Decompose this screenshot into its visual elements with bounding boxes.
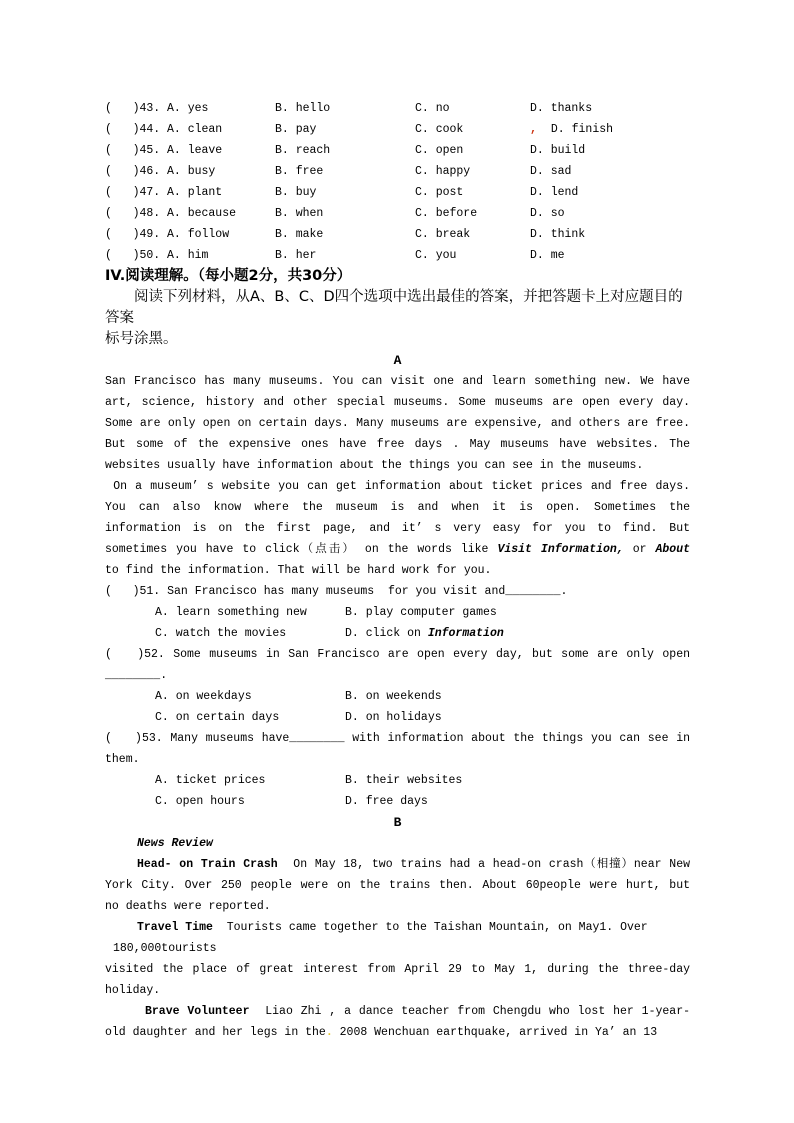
news-review-title: News Review (137, 837, 213, 850)
cloze-row-43 (105, 98, 690, 119)
option-c: C. no (415, 102, 450, 115)
option-a: A. follow (167, 228, 230, 241)
option-c: C. post (415, 186, 464, 199)
option-a: A. busy (167, 165, 216, 178)
section-iv-heading: IV.阅读理解。（每小题2分，共30分） (105, 268, 352, 284)
news-line: visited the place of great interest from April 29 to May 1, during the three-day (105, 963, 690, 976)
option-d: D. build (530, 144, 586, 157)
option-d: D. me (530, 249, 565, 262)
news-item-train-crash (105, 854, 690, 917)
option-b: B. their websites (345, 774, 463, 787)
option-a: A. yes (167, 102, 209, 115)
passage-line: But some of the expensive ones have free days . May museums have websites. The (105, 438, 690, 451)
option-b: B. free (275, 165, 324, 178)
cloze-row-49 (105, 224, 690, 245)
section-instruction-line2: 标号涂黑。 (105, 331, 178, 347)
option-d: D. lend (530, 186, 579, 199)
cloze-row-50 (105, 245, 690, 266)
option-d: D. think (530, 228, 586, 241)
news-item-heading: Head- on Train Crash (137, 858, 278, 871)
passage-line-styled: sometimes you have to click（点击） on the words like Visit Information, or About (105, 543, 690, 556)
option-b: B. hello (275, 102, 331, 115)
news-line: 180,000tourists (113, 942, 217, 955)
option-c: C. break (415, 228, 471, 241)
news-line: Head- on Train Crash On May 18, two trains had a head-on crash（相撞）near New (137, 858, 690, 871)
cloze-row-47 (105, 182, 690, 203)
option-a: A. leave (167, 144, 223, 157)
option-d: D. free days (345, 795, 428, 808)
emphasized-term: Information (427, 627, 504, 640)
option-b: B. her (275, 249, 317, 262)
option-a: A. ticket prices (155, 774, 266, 787)
option-d: , D. finish (530, 123, 614, 136)
passage-line: art, science, history and other special museums. Some museums are open every day. (105, 396, 690, 409)
question-number: ( )47. (105, 186, 161, 199)
question-53-stem: ( )53. Many museums have________ with information about the things you can see in (105, 732, 690, 745)
option-d: D. so (530, 207, 565, 220)
passage-a-paragraph2 (105, 476, 690, 581)
question-52-blank: ________. (105, 669, 168, 682)
news-line: old daughter and her legs in the. 2008 Wenchuan earthquake, arrived in Ya’ an 13 (105, 1026, 658, 1039)
question-number: ( )50. (105, 249, 161, 262)
option-d: D. click on Information (345, 627, 504, 640)
passage-line: websites usually have information about the things you can see in the museums. (105, 459, 644, 472)
question-51-stem: ( )51. San Francisco has many museums for you visit and________. (105, 585, 568, 598)
passage-line: to find the information. That will be hard work for you. (105, 564, 492, 577)
option-b: B. when (275, 207, 324, 220)
passage-a-label: A (393, 353, 402, 368)
cloze-row-44 (105, 119, 690, 140)
option-a: A. plant (167, 186, 223, 199)
option-b: B. on weekends (345, 690, 442, 703)
option-d: D. sad (530, 165, 572, 178)
stray-red-mark: , (530, 123, 537, 136)
question-number: ( )45. (105, 144, 161, 157)
cloze-row-45 (105, 140, 690, 161)
news-item-brave-volunteer (105, 1001, 690, 1043)
option-c: C. happy (415, 165, 471, 178)
question-53 (105, 728, 690, 812)
section-instruction-line1: 阅读下列材料，从A、B、C、D四个选项中选出最佳的答案，并把答题卡上对应题目的答案 (105, 289, 683, 326)
emphasized-term: About (655, 543, 690, 556)
option-c: C. before (415, 207, 478, 220)
option-c: C. open hours (155, 795, 245, 808)
option-b: B. pay (275, 123, 317, 136)
question-52-options-cd (105, 707, 690, 728)
passage-line: Some are only open on certain days. Many museums are expensive, and others are free. (105, 417, 690, 430)
question-51-options-cd (105, 623, 690, 644)
option-b: B. make (275, 228, 324, 241)
option-d: D. on holidays (345, 711, 442, 724)
option-b: B. reach (275, 144, 331, 157)
news-line: no deaths were reported. (105, 900, 271, 913)
news-item-travel-time (105, 917, 690, 1001)
option-a: A. learn something new (155, 606, 307, 619)
option-c: C. on certain days (155, 711, 280, 724)
option-b: B. play computer games (345, 606, 497, 619)
option-b: B. buy (275, 186, 317, 199)
question-52 (105, 644, 690, 728)
question-52-stem: ( )52. Some museums in San Francisco are open every day, but some are only open (105, 648, 690, 661)
option-d: D. thanks (530, 102, 593, 115)
cloze-row-48 (105, 203, 690, 224)
stray-yellow-mark: . (325, 1026, 333, 1039)
question-number: ( )43. (105, 102, 161, 115)
news-item-heading: Brave Volunteer (145, 1005, 250, 1018)
passage-line: information is on the first page, and it’ s very easy for you to find. But (105, 522, 690, 535)
passage-b-label: B (393, 815, 402, 830)
cloze-options-block (105, 98, 690, 266)
option-c: C. cook (415, 123, 464, 136)
cloze-row-46 (105, 161, 690, 182)
emphasized-term: Visit Information, (497, 543, 624, 556)
option-a: A. on weekdays (155, 690, 252, 703)
question-53-stem-cont: them. (105, 753, 140, 766)
question-51 (105, 581, 690, 644)
question-number: ( )49. (105, 228, 161, 241)
question-53-options-ab (105, 770, 690, 791)
news-line: Brave Volunteer Liao Zhi , a dance teacher from Chengdu who lost her 1-year- (145, 1005, 690, 1018)
news-item-heading: Travel Time (137, 921, 213, 934)
news-line: holiday. (105, 984, 161, 997)
question-number: ( )46. (105, 165, 161, 178)
question-number: ( )48. (105, 207, 161, 220)
passage-line: San Francisco has many museums. You can visit one and learn something new. We have (105, 375, 690, 388)
question-51-options-ab (105, 602, 690, 623)
passage-line: You can also know where the museum is and when it is open. Sometimes the (105, 501, 690, 514)
option-a: A. clean (167, 123, 223, 136)
passage-line: On a museum’ s website you can get information about ticket prices and free days. (105, 480, 690, 493)
passage-a-paragraph1 (105, 371, 690, 476)
option-c: C. watch the movies (155, 627, 287, 640)
question-52-options-ab (105, 686, 690, 707)
option-c: C. open (415, 144, 464, 157)
news-line: Travel Time Tourists came together to the Taishan Mountain, on May1. Over (137, 921, 648, 934)
option-c: C. you (415, 249, 457, 262)
question-53-options-cd (105, 791, 690, 812)
news-line: York City. Over 250 people were on the trains then. About 60people were hurt, but (105, 879, 690, 892)
option-a: A. because (167, 207, 237, 220)
question-number: ( )44. (105, 123, 161, 136)
option-a: A. him (167, 249, 209, 262)
